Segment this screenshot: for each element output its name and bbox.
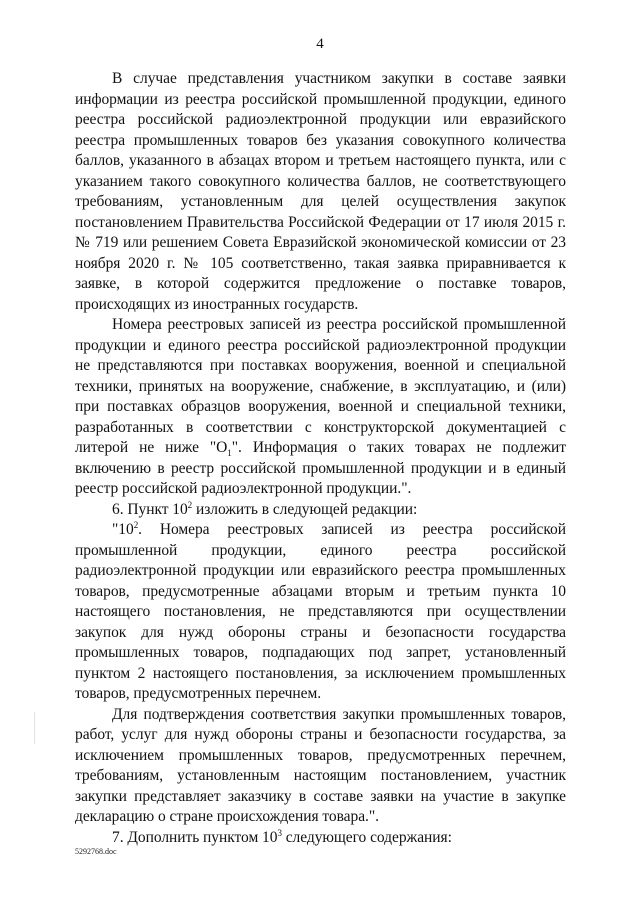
paragraph-text-start: Номера реестровых записей из реестра российской промышленной продукции и единого реестра российской радиоэлектронной продукции не представляются при поставках вооружения, военной и специальной техники, принятых на вооружение, снабжение, в эксплуатацию, и (или) при поставках образцов вооружения, военной и специальной техники, разработанных в соответствии с конструкторской документацией с литерой не ниже "О: [75, 316, 566, 456]
superscript-index: 3: [277, 827, 282, 838]
paragraph-item-6: [75, 500, 566, 521]
paragraph-text-end: изложить в следующей редакции:: [192, 500, 418, 518]
subscript-index: 1: [227, 448, 232, 459]
paragraph-text-end: следующего содержания:: [281, 828, 452, 846]
paragraph-registry-numbers-weapons: [75, 315, 566, 500]
page-number: 4: [316, 36, 324, 52]
paragraph-text-end: ". Информация о таких товарах не подлежит включению в реестр российской промышленной продукции и в единый реестр российской радиоэлектронной продукции.".: [75, 439, 566, 497]
paragraph-item-7: [75, 828, 566, 849]
margin-scan-mark: [34, 712, 35, 744]
paragraph-text-end: . Номера реестровых записей из реестра российской промышленной продукции, единого реестра российской радиоэлектронной продукции или евразийского реестра промышленных товаров, предусмотренные абзацами вторым и третьим пункта 10 настоящего постановления, не представляются при осуществлении закупок для нужд обороны страны и безопасности государства промышленных товаров, подпадающих под запрет, установленный пунктом 2 настоящего постановления, за исключением промышленных товаров, предусмотренных перечнем.: [75, 521, 566, 702]
document-footer-filename: 5292768.doc: [75, 847, 117, 856]
paragraph-compliance-confirmation: [75, 705, 566, 828]
document-body: [75, 69, 566, 848]
paragraph-point-10-2: [75, 520, 566, 705]
paragraph-declaration-without-points: [75, 69, 566, 315]
paragraph-text: Для подтверждения соответствия закупки промышленных товаров, работ, услуг для нужд обороны страны и безопасности государства, за исключением промышленных товаров, предусмотренных перечнем, требованиям, установленным настоящим постановлением, участник закупки представляет заказчику в составе заявки на участие в закупке декларацию о стране происхождения товара.".: [75, 705, 566, 825]
paragraph-text-start: 7. Дополнить пунктом 10: [112, 828, 278, 846]
paragraph-text-start: "10: [112, 521, 134, 538]
paragraph-text-start: 6. Пункт 10: [112, 500, 188, 518]
superscript-index: 2: [133, 519, 139, 530]
superscript-index: 2: [187, 499, 193, 510]
paragraph-text: В случае представления участником закупки в составе заявки информации из реестра российской промышленной продукции, единого реестра российской радиоэлектронной продукции или евразийского реестра промышленных товаров без указания совокупного количества баллов, указанного в абзацах втором и третьем настоящего пункта, или с указанием такого совокупного количества баллов, не соответствующего требованиям, установленным для целей осуществления закупок постановлением Правительства Российской Федерации от 17 июля 2015 г. № 719 или решением Совета Евразийской экономической комиссии от 23 ноября 2020 г. № 105 соответственно, такая заявка приравнивается к заявке, в которой содержится предложение о поставке товаров, происходящих из иностранных государств.: [75, 70, 566, 313]
